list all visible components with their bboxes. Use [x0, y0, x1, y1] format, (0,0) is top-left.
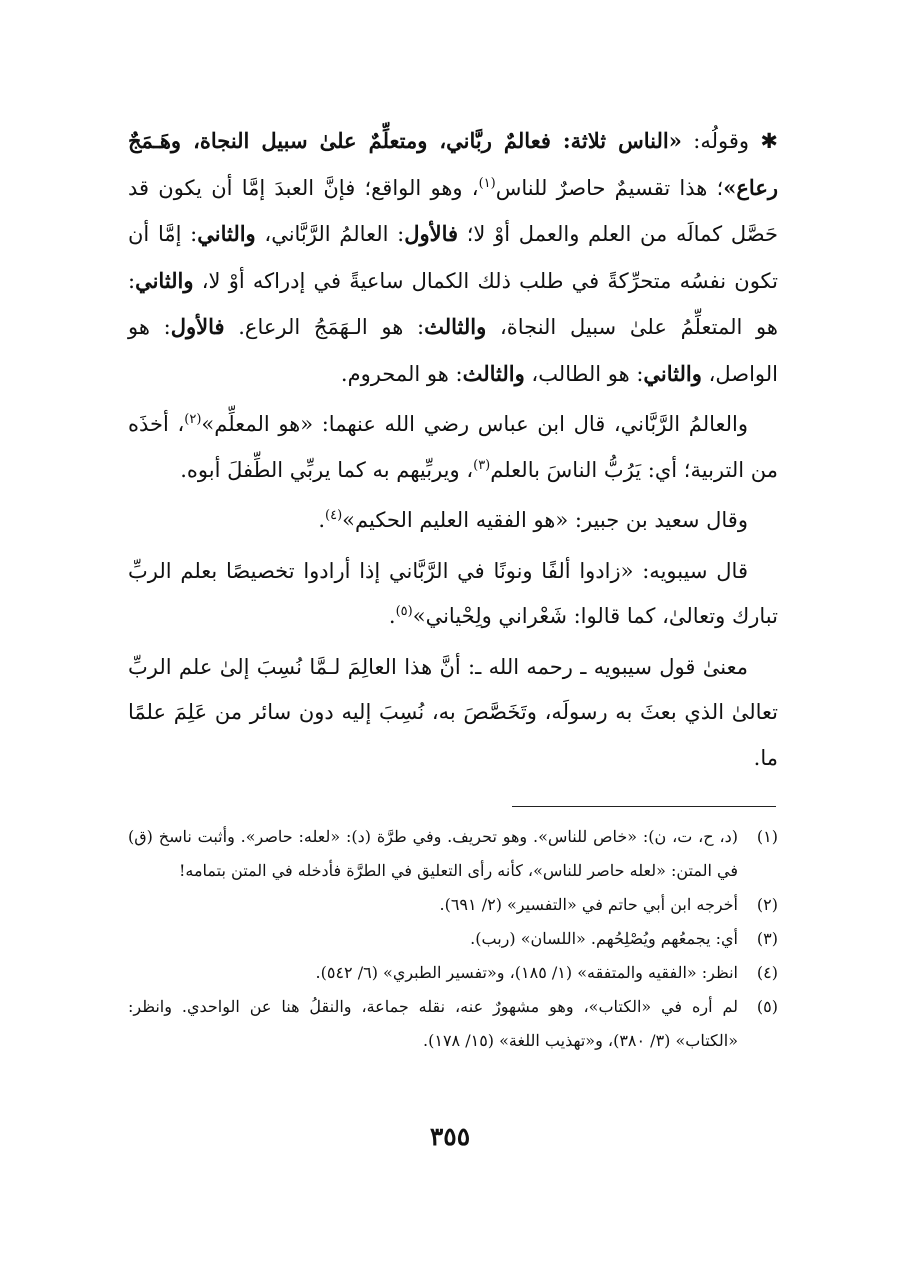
footnote-2 — [128, 888, 778, 922]
paragraph-3: وقال سعيد بن جبير: «هو الفقيه العليم الحكيم»$^{(٤)}$. — [318, 508, 748, 532]
paragraph-2: والعالمُ الرَّبَّاني، قال ابن عباس رضي الله عنهما: «هو المعلِّم»$^{(٢)}$، أخذَه من التربية؛ أي: يَرُبُّ الناسَ بالعلم$^{(٣)}$، ويربِّيهم به كما يربِّي الطِّفلَ أبوه. — [128, 412, 778, 482]
paragraph-5: معنىٰ قول سيبويه ـ رحمه الله ـ: أنَّ هذا العالِمَ لـمَّا نُسِبَ إلىٰ علم الربِّ تعالىٰ الذي بعثَ به رسولَه، وتَخَصَّصَ به، نُسِبَ إليه دون سائر من عَلِمَ علمًا ما. — [128, 654, 778, 770]
footnote-number: (٢) — [756, 895, 778, 914]
page-number: ٣٥٥ — [429, 1122, 471, 1151]
main-text — [128, 118, 778, 781]
footnote-ref-5[interactable]: (٥) — [395, 604, 413, 619]
footnote-number: (٣) — [756, 929, 778, 948]
paragraph-1: ✱ وقولُه: «الناس ثلاثة: فعالمٌ ربَّاني، ومتعلِّمٌ علىٰ سبيل النجاة، وهَـمَجٌ رعاع»؛ هذا تقسيمٌ حاصرٌ للناس$^{(١)}$، وهو الواقع؛ فإنَّ العبدَ إمَّا أن يكون قد حَصَّل كمالَه من العلم والعمل أوْ لا؛ فالأول: العالمُ الرَّبَّاني، والثاني: إمَّا أن تكون نفسُه متحرِّكةً في طلب ذلك الكمال ساعيةً في إدراكه أوْ لا، والثاني: هو المتعلِّمُ علىٰ سبيل النجاة، والثالث: هو الـهَمَجُ الرعاع. فالأول: هو الواصل، والثاني: هو الطالب، والثالث: هو المحروم. — [128, 128, 778, 386]
footnote-3 — [128, 922, 778, 956]
footnote-number: (٤) — [756, 963, 778, 982]
footnote-ref-1[interactable]: (١) — [478, 175, 496, 191]
footnote-text: أخرجه ابن أبي حاتم في «التفسير» (٢/ ٦٩١). — [439, 895, 738, 914]
hadith-quote: «الناس ثلاثة: فعالمٌ ربَّاني، ومتعلِّمٌ علىٰ سبيل النجاة، وهَـمَجٌ رعاع» — [128, 128, 778, 200]
footnote-text: انظر: «الفقيه والمتفقه» (١/ ١٨٥)، و«تفسير الطبري» (٦/ ٥٤٢). — [315, 963, 738, 982]
footnote-number: (٥) — [756, 997, 778, 1016]
footnote-ref-4[interactable]: (٤) — [325, 508, 343, 523]
footnote-ref-3[interactable]: (٣) — [473, 457, 491, 473]
paragraph-4: قال سيبويه: «زادوا ألفًا ونونًا في الرَّبَّاني إذا أرادوا تخصيصًا بعلم الربِّ تبارك وتعالىٰ، كما قالوا: شَعْراني ولِحْياني»$^{(٥)}$. — [128, 558, 778, 628]
footnotes — [128, 820, 778, 1058]
footnote-5 — [128, 990, 778, 1058]
footnote-separator — [512, 806, 776, 807]
footnote-ref-2[interactable]: (٢) — [184, 412, 202, 427]
footnote-text: أي: يجمعُهم ويُصْلِحُهم. «اللسان» (ربب). — [470, 929, 738, 948]
footnote-4 — [128, 956, 778, 990]
footnote-text: لم أره في «الكتاب»، وهو مشهورٌ عنه، نقله جماعة، والنقلُ هنا عن الواحدي. وانظر: «الكتاب» (٣/ ٣٨٠)، و«تهذيب اللغة» (١٥/ ١٧٨). — [128, 997, 738, 1050]
footnote-number: (١) — [756, 827, 778, 846]
footnote-text: (د، ح، ت، ن): «خاص للناس». وهو تحريف. وفي طرَّة (د): «لعله: حاصر». وأثبت ناسخ (ق) في المتن: «لعله حاصر للناس»، كأنه رأى التعليق في الطرَّة فأدخله في المتن بتمامه! — [128, 827, 738, 880]
footnote-1 — [128, 820, 778, 888]
star-marker: ✱ — [760, 129, 778, 153]
